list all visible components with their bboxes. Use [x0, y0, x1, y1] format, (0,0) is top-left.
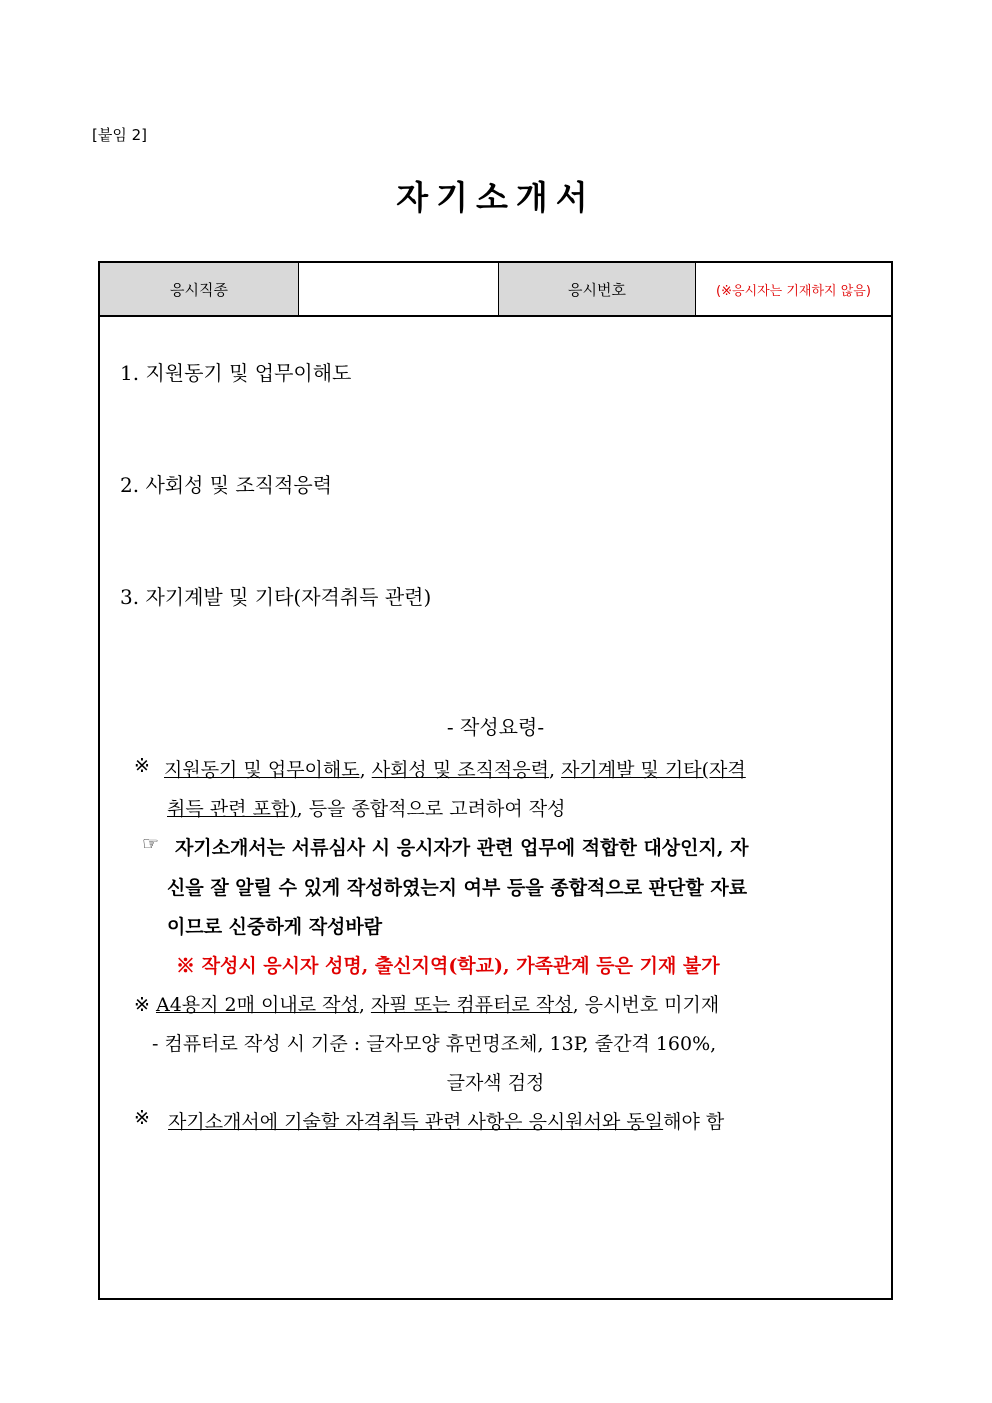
note3-line: [134, 990, 719, 1017]
note1-mark: ※: [134, 755, 150, 777]
note2-line2: 신을 잘 알릴 수 있게 작성하였는지 여부 등을 종합적으로 판단할 자료: [167, 877, 748, 899]
warning-text: ※ 작성시 응시자 성명, 출신지역(학교), 가족관계 등은 기재 불가: [176, 955, 720, 977]
note1-sep: ,: [359, 759, 366, 781]
section-sociability: 2. 사회성 및 조직적응력: [120, 473, 333, 497]
note4-item: 자기소개서에 기술할 자격취득 관련 사항은 응시원서와 동일: [168, 1111, 664, 1133]
note3-tail: , 응시번호 미기재: [572, 994, 720, 1016]
field-value-input[interactable]: [298, 263, 498, 315]
note1-line1: [164, 755, 746, 782]
note1-sep: ,: [548, 759, 556, 781]
attachment-label: [붙임 2]: [92, 126, 147, 144]
note2-line3: 이므로 신중하게 작성바람: [167, 916, 383, 938]
section-motivation: 1. 지원동기 및 업무이해도: [120, 361, 352, 385]
note4-tail: 해야 함: [663, 1111, 725, 1133]
note4-line: [168, 1107, 724, 1134]
note1-line2: [167, 794, 565, 821]
exam-number-note: (※응시자는 기재하지 않음): [716, 283, 871, 299]
note4-mark: ※: [134, 1107, 150, 1129]
computer-rule-line2: 글자색 검정: [446, 1072, 545, 1094]
note3-sep: ,: [358, 994, 371, 1016]
exam-number-label: 응시번호: [498, 263, 695, 315]
note1-tail: , 등을 종합적으로 고려하여 작성: [296, 798, 566, 820]
note2-line1: 자기소개서는 서류심사 시 응시자가 관련 업무에 적합한 대상인지, 자: [175, 837, 749, 859]
note1-item-sociability: 사회성 및 조직적응력: [371, 759, 549, 781]
form-table: [98, 261, 893, 1300]
guide-title: - 작성요령-: [446, 715, 545, 739]
note1-item-selfdev-cont: 취득 관련 포함): [167, 798, 297, 820]
content-area: [100, 317, 891, 1298]
note3-item-a4: A4용지 2매 이내로 작성: [155, 994, 359, 1016]
section-self-development: 3. 자기계발 및 기타(자격취득 관련): [120, 585, 432, 609]
computer-rule-line1: - 컴퓨터로 작성 시 기준 : 글자모양 휴먼명조체, 13P, 줄간격 160%,: [152, 1033, 717, 1055]
note3-item-handwrite: 자필 또는 컴퓨터로 작성: [370, 994, 573, 1016]
document-title: 자기소개서: [396, 178, 596, 217]
note1-item-motivation: 지원동기 및 업무이해도: [164, 759, 360, 781]
header-row: [100, 263, 891, 317]
note2-mark: ☞: [142, 833, 160, 855]
field-label: 응시직종: [100, 263, 298, 315]
note1-item-selfdev: 자기계발 및 기타(자격: [561, 759, 746, 781]
exam-number-cell: [695, 263, 891, 315]
note3-mark: ※: [134, 994, 150, 1016]
